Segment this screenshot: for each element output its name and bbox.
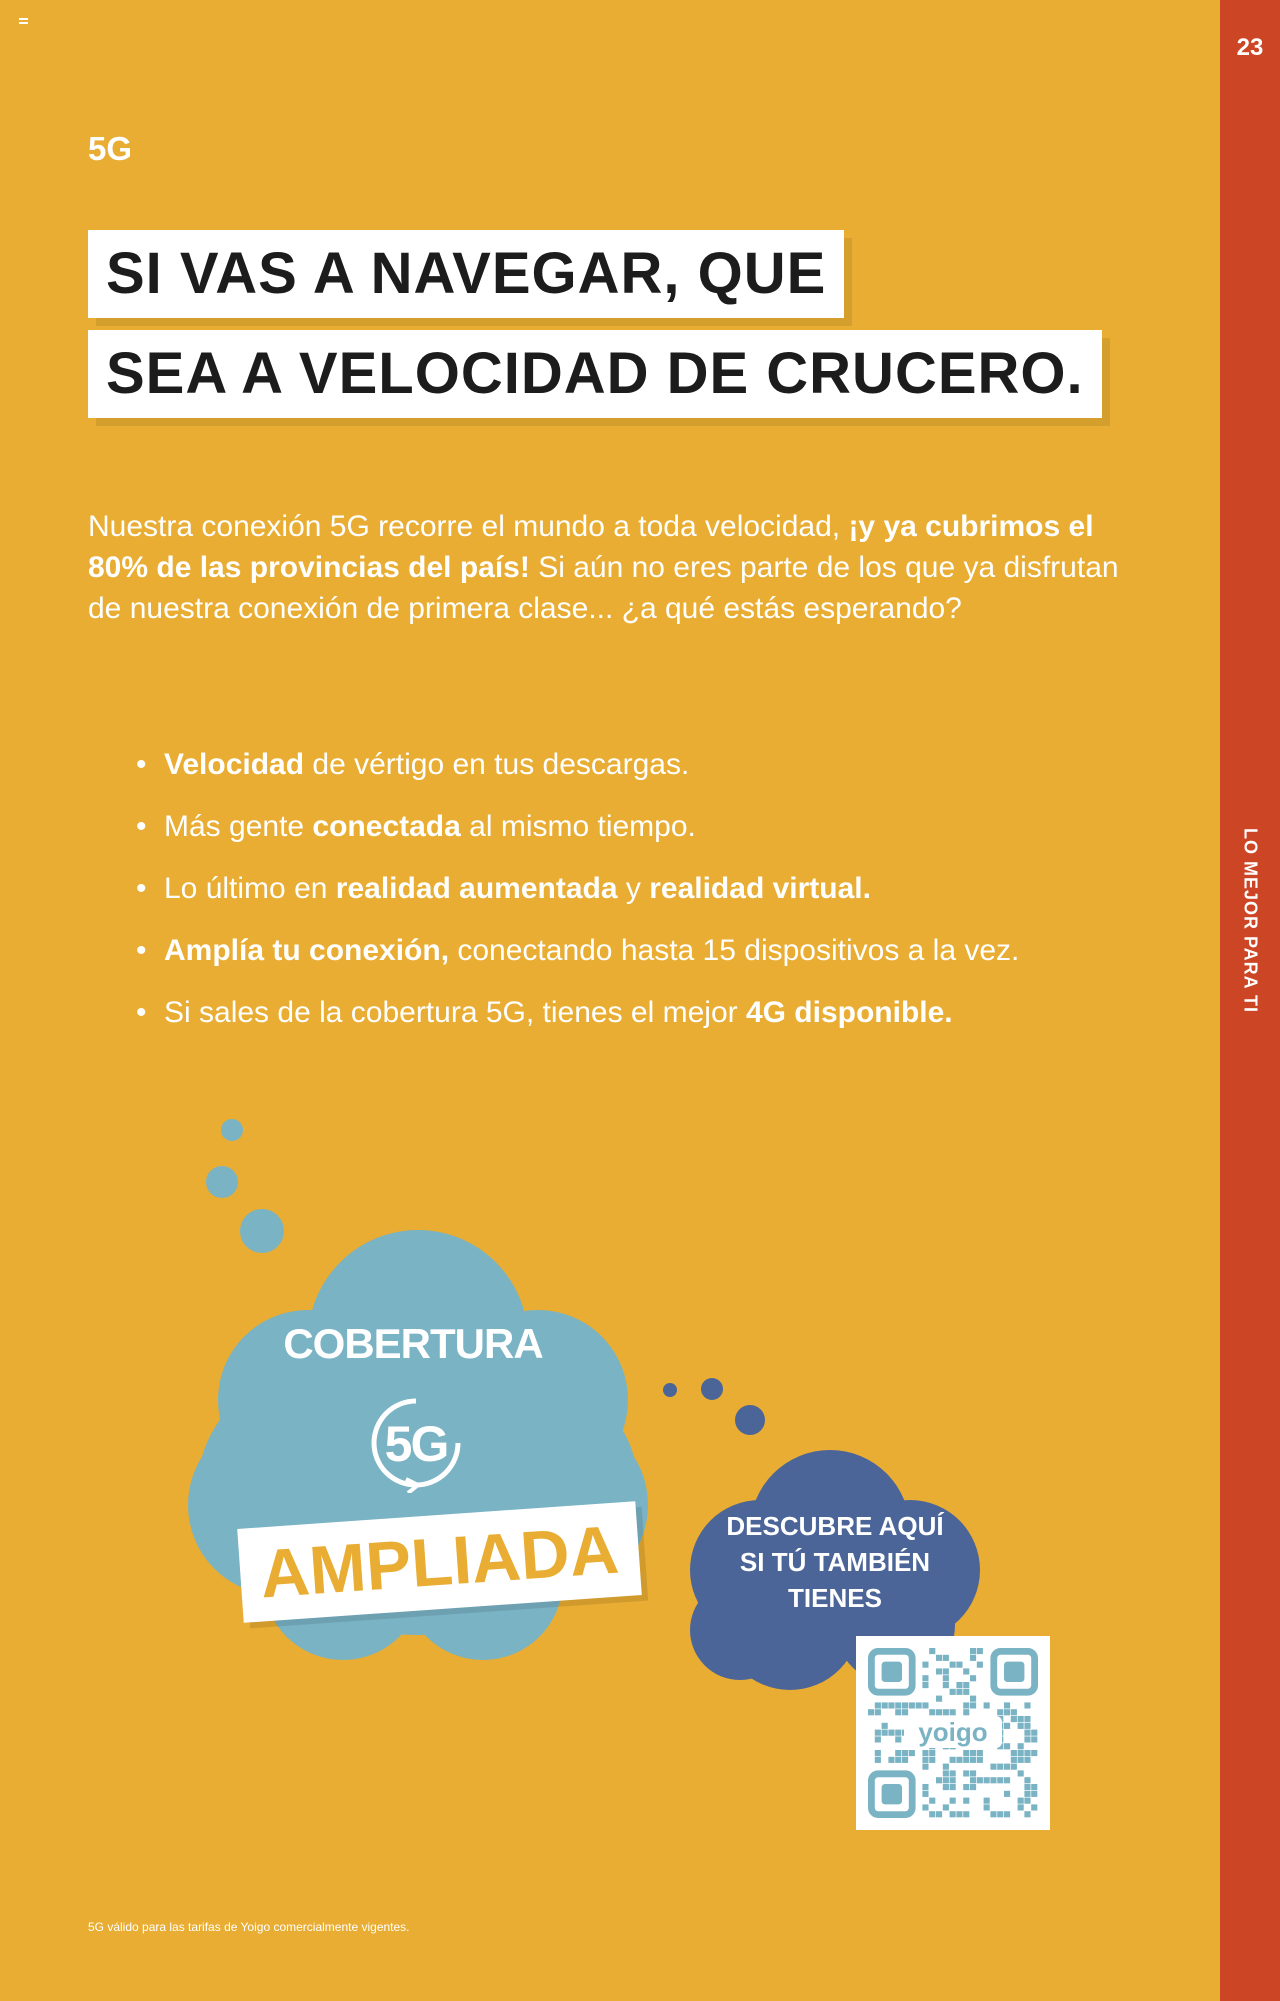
headline-line-2: SEA A VELOCIDAD DE CRUCERO. xyxy=(88,330,1102,418)
coverage-stamp: AMPLIADA xyxy=(237,1501,641,1623)
list-item xyxy=(136,934,1019,996)
feature-text: conectando hasta 15 dispositivos a la vez. xyxy=(449,934,1020,967)
feature-text: Lo último en xyxy=(164,872,336,905)
kicker: 5G xyxy=(88,130,133,167)
feature-text: al mismo tiempo. xyxy=(460,810,696,843)
network-label: 5G xyxy=(384,1416,448,1472)
network-5g-badge xyxy=(366,1393,466,1493)
list-item xyxy=(136,996,1019,1058)
qr-callout-line: DESCUBRE AQUÍ xyxy=(726,1511,944,1541)
headline-line-1: SI VAS A NAVEGAR, QUE xyxy=(88,230,844,318)
qr-code[interactable] xyxy=(856,1636,1050,1830)
qr-callout-line: SI TÚ TAMBIÉN xyxy=(739,1547,931,1577)
feature-text: de vértigo en tus descargas. xyxy=(304,748,690,781)
yoigo-logo: yoigo xyxy=(904,1716,1002,1748)
feature-bold: Amplía tu conexión, xyxy=(164,934,450,967)
list-item xyxy=(136,810,1019,872)
feature-bold: Velocidad xyxy=(164,748,305,781)
feature-bold: realidad virtual. xyxy=(649,872,871,905)
coverage-cloud xyxy=(168,1115,668,1665)
feature-list xyxy=(136,748,1019,1058)
intro-text: Nuestra conexión 5G recorre el mundo a toda velocidad, xyxy=(88,510,849,543)
qr-callout-text xyxy=(680,1508,990,1616)
list-item xyxy=(136,748,1019,810)
page-number: 23 xyxy=(1236,34,1264,61)
intro-paragraph xyxy=(88,506,1148,629)
section-tab: LO MEJOR PARA TI xyxy=(1240,827,1261,1014)
menu-icon xyxy=(19,18,28,24)
feature-bold: conectada xyxy=(312,810,461,843)
footnote: 5G válido para las tarifas de Yoigo comercialmente vigentes. xyxy=(88,1920,410,1934)
qr-callout-line: TIENES xyxy=(788,1583,882,1613)
feature-bold: realidad aumentada xyxy=(335,872,618,905)
feature-text: y xyxy=(617,872,650,905)
coverage-title: COBERTURA xyxy=(283,1320,543,1367)
sidebar-band xyxy=(1220,0,1280,2001)
feature-text: Si sales de la cobertura 5G, tienes el mejor xyxy=(164,996,746,1029)
intro-highlight: ¡y ya cubrimos el 80% de las provincias del país! xyxy=(88,510,1094,584)
feature-text: Más gente xyxy=(164,810,313,843)
intro-text: Si aún no eres parte de los que ya disfrutan de nuestra conexión de primera clase... ¿a qué estás esperando? xyxy=(88,551,1119,625)
feature-bold: 4G disponible. xyxy=(745,996,953,1029)
list-item xyxy=(136,872,1019,934)
